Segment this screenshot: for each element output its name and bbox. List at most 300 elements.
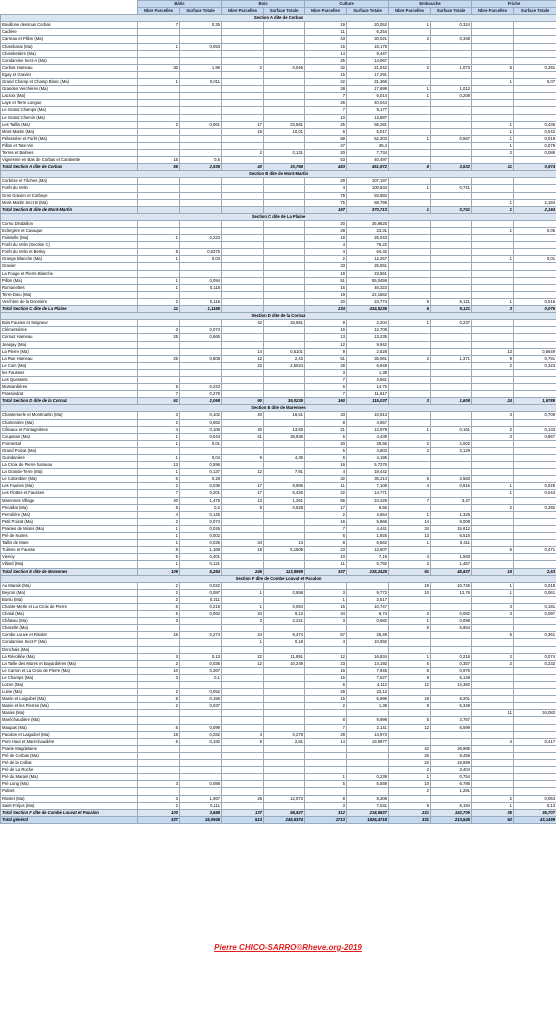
table-cell <box>389 384 431 391</box>
table-cell <box>389 242 431 249</box>
table-cell <box>222 185 264 192</box>
table-cell: 2 <box>138 419 180 426</box>
table-cell <box>514 36 556 43</box>
table-cell: 22 <box>222 653 264 660</box>
table-cell: 7 <box>305 93 347 100</box>
table-cell: 5 <box>138 504 180 511</box>
table-cell: 1 <box>138 433 180 440</box>
table-cell <box>431 639 472 646</box>
header-sub: Surface Totale <box>431 8 472 15</box>
table-cell: 0,528 <box>264 504 305 511</box>
table-cell <box>264 667 305 674</box>
table-cell: 28 <box>305 362 347 369</box>
table-cell <box>472 689 514 696</box>
table-cell: 2 <box>389 788 431 795</box>
table-cell: 12 <box>389 682 431 689</box>
table-cell: 0,05 <box>514 228 556 235</box>
table-cell: 25 <box>138 334 180 341</box>
table-cell <box>222 682 264 689</box>
table-row <box>1 320 556 327</box>
table-row <box>1 596 556 603</box>
table-cell: 235,2425 <box>347 568 389 575</box>
table-cell: 10 <box>389 589 431 596</box>
row-label: Donchais (Ma) <box>1 646 138 653</box>
table-cell: 0,044 <box>180 433 222 440</box>
table-cell: 4,35 <box>264 455 305 462</box>
table-cell: 1 <box>472 135 514 142</box>
table-cell: 0,137 <box>180 469 222 476</box>
table-cell <box>222 298 264 305</box>
table-cell: 34 <box>222 540 264 547</box>
table-cell <box>222 50 264 57</box>
table-cell <box>138 206 180 213</box>
table-cell: 6 <box>305 128 347 135</box>
header-sub: Nbre Parcelles <box>138 8 180 15</box>
table-cell: 24,429 <box>347 497 389 504</box>
table-cell: 2 <box>472 149 514 156</box>
section-title-row <box>1 213 556 220</box>
table-cell: 0,211 <box>180 596 222 603</box>
table-cell: 11 <box>472 164 514 171</box>
table-cell: 1713 <box>305 816 347 823</box>
table-cell: 0,282 <box>180 731 222 738</box>
table-cell: 43,1499 <box>514 816 556 823</box>
table-cell: 28 <box>305 228 347 235</box>
row-label: Terres et Balmes <box>1 149 138 156</box>
row-label: Gravier <box>1 263 138 270</box>
table-cell <box>222 36 264 43</box>
table-row <box>1 433 556 440</box>
row-label: Mont-Martin (Ma) <box>1 128 138 135</box>
table-cell: 0,1 <box>180 674 222 681</box>
table-cell: 91 <box>389 568 431 575</box>
table-cell: 2,184 <box>514 199 556 206</box>
table-cell: 12,257 <box>347 256 389 263</box>
table-cell <box>389 157 431 164</box>
header-sub: Surface Totale <box>264 8 305 15</box>
table-cell <box>347 646 389 653</box>
row-label: Pré Long (Ma) <box>1 781 138 788</box>
table-row <box>1 284 556 291</box>
table-cell: 2,5024 <box>264 362 305 369</box>
table-cell <box>472 667 514 674</box>
table-cell <box>264 511 305 518</box>
table-cell: 2,221 <box>264 618 305 625</box>
table-cell: 0,208 <box>431 93 472 100</box>
table-cell: 8,995 <box>264 483 305 490</box>
table-cell: 0,07 <box>514 79 556 86</box>
table-cell <box>389 270 431 277</box>
table-cell <box>514 731 556 738</box>
row-label: Pillon (Ma) <box>1 277 138 284</box>
table-row <box>1 703 556 710</box>
table-cell <box>180 178 222 185</box>
table-cell: 0,791 <box>514 355 556 362</box>
table-cell: 9,447 <box>347 50 389 57</box>
row-label: Guindanière <box>1 455 138 462</box>
table-cell <box>138 242 180 249</box>
table-cell: 61 <box>138 398 180 405</box>
table-cell: 18 <box>305 235 347 242</box>
row-label: Chante-Merle et La Croix de Pierre <box>1 603 138 610</box>
table-cell <box>138 263 180 270</box>
table-cell <box>138 100 180 107</box>
table-cell <box>472 93 514 100</box>
table-cell <box>472 752 514 759</box>
table-cell <box>389 199 431 206</box>
table-cell <box>264 760 305 767</box>
table-row <box>1 50 556 57</box>
table-cell <box>222 43 264 50</box>
table-cell: 12,979 <box>347 426 389 433</box>
table-cell: 2 <box>472 504 514 511</box>
table-cell <box>264 29 305 36</box>
table-cell <box>180 263 222 270</box>
table-cell: 8 <box>389 703 431 710</box>
table-cell: 0,086 <box>514 149 556 156</box>
table-cell <box>138 362 180 369</box>
row-label: Marais (Ma) <box>1 710 138 717</box>
table-cell <box>222 703 264 710</box>
table-cell: 11 <box>305 561 347 568</box>
table-cell <box>472 533 514 540</box>
table-cell <box>431 149 472 156</box>
table-cell: 10,01 <box>264 128 305 135</box>
table-cell <box>389 192 431 199</box>
table-cell: 9,13 <box>264 611 305 618</box>
table-cell: 33,581 <box>264 320 305 327</box>
table-cell: 1 <box>472 582 514 589</box>
table-cell <box>472 511 514 518</box>
table-row <box>1 79 556 86</box>
table-cell: 2 <box>305 703 347 710</box>
table-cell <box>264 284 305 291</box>
table-cell: 17 <box>222 483 264 490</box>
table-cell: 5 <box>138 249 180 256</box>
table-row <box>1 291 556 298</box>
row-label: Risolet (Ma) <box>1 795 138 802</box>
table-cell <box>138 376 180 383</box>
table-cell: 19 <box>389 582 431 589</box>
table-cell: 5,866 <box>347 518 389 525</box>
table-row <box>1 483 556 490</box>
table-cell: 4 <box>305 469 347 476</box>
table-cell <box>514 327 556 334</box>
table-cell: 1 <box>305 596 347 603</box>
table-row <box>1 547 556 554</box>
table-cell: 14,192 <box>347 660 389 667</box>
table-cell <box>389 469 431 476</box>
table-cell: 2,517 <box>347 596 389 603</box>
table-cell <box>180 710 222 717</box>
table-cell: 3 <box>472 306 514 313</box>
table-cell: 3 <box>138 674 180 681</box>
table-row <box>1 263 556 270</box>
row-label: Chambarat (Ma) <box>1 43 138 50</box>
table-cell <box>431 107 472 114</box>
table-cell <box>222 93 264 100</box>
table-cell <box>514 334 556 341</box>
table-cell: 2 <box>389 64 431 71</box>
table-cell: 10 <box>305 554 347 561</box>
table-cell <box>222 306 264 313</box>
row-label: Pont Haut et Maréchaudière <box>1 738 138 745</box>
table-cell: 3 <box>138 327 180 334</box>
table-cell <box>514 107 556 114</box>
table-cell <box>472 625 514 632</box>
table-cell <box>180 639 222 646</box>
table-cell <box>180 185 222 192</box>
table-cell <box>264 476 305 483</box>
table-cell: 10,249 <box>264 660 305 667</box>
table-cell: 5 <box>389 802 431 809</box>
table-cell <box>222 235 264 242</box>
table-cell: 0,074 <box>180 327 222 334</box>
table-cell <box>472 476 514 483</box>
table-cell <box>222 802 264 809</box>
table-cell <box>222 256 264 263</box>
row-label: Verchère de la Donnière <box>1 298 138 305</box>
table-cell: 2 <box>138 589 180 596</box>
table-cell <box>264 518 305 525</box>
table-cell <box>431 114 472 121</box>
table-cell <box>264 306 305 313</box>
row-label: Manin et les Pierres (Ma) <box>1 703 138 710</box>
table-cell <box>264 419 305 426</box>
table-cell: 0,079 <box>514 142 556 149</box>
table-cell: 0,026 <box>180 525 222 532</box>
table-row <box>1 142 556 149</box>
row-label: Condamine Sect-F (Ma) <box>1 639 138 646</box>
table-cell: 17 <box>222 121 264 128</box>
table-cell: 0,025 <box>514 483 556 490</box>
row-label: Perrolière (Ma) <box>1 511 138 518</box>
table-cell <box>305 582 347 589</box>
table-cell <box>222 79 264 86</box>
row-label: Les Taillis (Ma) <box>1 121 138 128</box>
table-cell <box>305 767 347 774</box>
table-row <box>1 611 556 618</box>
table-cell <box>514 447 556 454</box>
row-label: Chartonière (Ma) <box>1 419 138 426</box>
table-row <box>1 391 556 398</box>
table-cell <box>222 724 264 731</box>
table-cell <box>264 199 305 206</box>
table-cell: 12,709 <box>347 327 389 334</box>
row-label: Prassindrat <box>1 391 138 398</box>
table-cell: 1 <box>472 79 514 86</box>
table-cell <box>347 788 389 795</box>
table-row <box>1 185 556 192</box>
table-cell: 2 <box>305 511 347 518</box>
table-cell: 187 <box>305 206 347 213</box>
table-cell <box>514 50 556 57</box>
table-cell <box>431 291 472 298</box>
table-cell <box>305 745 347 752</box>
table-row <box>1 540 556 547</box>
table-cell: 0,035 <box>180 540 222 547</box>
table-cell <box>472 745 514 752</box>
table-cell <box>514 93 556 100</box>
table-cell <box>264 100 305 107</box>
table-cell: 51 <box>305 355 347 362</box>
table-cell: 1 <box>222 589 264 596</box>
table-cell: 2 <box>389 447 431 454</box>
table-cell: 6 <box>389 306 431 313</box>
table-row <box>1 653 556 660</box>
table-cell <box>264 369 305 376</box>
table-cell: 47 <box>305 142 347 149</box>
table-cell: 1 <box>138 235 180 242</box>
table-cell <box>180 107 222 114</box>
table-cell: 0,01 <box>180 440 222 447</box>
table-cell <box>264 696 305 703</box>
table-cell <box>305 760 347 767</box>
table-cell: 4 <box>305 185 347 192</box>
table-cell <box>264 682 305 689</box>
table-cell: 13,607 <box>347 547 389 554</box>
table-cell <box>138 682 180 689</box>
table-cell <box>472 618 514 625</box>
table-cell <box>431 419 472 426</box>
table-row <box>1 256 556 263</box>
table-cell: 6,599 <box>431 724 472 731</box>
table-cell <box>389 149 431 156</box>
table-cell: 0,01 <box>514 256 556 263</box>
header-sub: Nbre Parcelles <box>305 8 347 15</box>
table-cell <box>472 781 514 788</box>
table-cell: 1 <box>138 440 180 447</box>
table-cell: 6,996 <box>347 696 389 703</box>
table-cell: 1 <box>305 774 347 781</box>
table-cell <box>514 596 556 603</box>
table-cell: 9,121 <box>431 306 472 313</box>
row-label: Total Section D dite de la Cornaz <box>1 398 138 405</box>
table-cell <box>180 745 222 752</box>
table-cell: 12 <box>222 469 264 476</box>
table-cell: 100,834 <box>347 185 389 192</box>
table-cell: 32 <box>305 476 347 483</box>
table-cell: 0,5 <box>180 157 222 164</box>
table-cell: 234 <box>305 306 347 313</box>
table-cell: 35,9625 <box>347 220 389 227</box>
table-cell: 2 <box>138 483 180 490</box>
table-cell: 12 <box>222 355 264 362</box>
table-cell <box>514 369 556 376</box>
header-sub: Nbre Parcelles <box>472 8 514 15</box>
table-cell <box>389 547 431 554</box>
table-cell: 0,411 <box>431 540 472 547</box>
table-cell: 2 <box>472 795 514 802</box>
table-cell <box>389 632 431 639</box>
header-sub: Nbre Parcelles <box>222 8 264 15</box>
table-cell <box>514 114 556 121</box>
table-cell: 0,267 <box>180 667 222 674</box>
table-cell: 52,303 <box>347 135 389 142</box>
table-row <box>1 674 556 681</box>
table-cell <box>472 554 514 561</box>
table-cell: 23,12 <box>347 689 389 696</box>
table-cell: 0,156 <box>180 696 222 703</box>
table-row <box>1 157 556 164</box>
table-cell <box>389 419 431 426</box>
watermark: Pierre CHICO-SARRO©Rheve.org-2019 <box>214 943 362 952</box>
table-cell: 0,094 <box>180 277 222 284</box>
table-cell <box>264 802 305 809</box>
table-cell: 7,945 <box>347 667 389 674</box>
table-cell: 9,999 <box>347 717 389 724</box>
table-cell <box>138 93 180 100</box>
table-cell: 9 <box>305 348 347 355</box>
table-cell: 51 <box>305 277 347 284</box>
table-cell <box>138 320 180 327</box>
table-cell: 6 <box>389 625 431 632</box>
row-label: La Rue Hameau <box>1 355 138 362</box>
row-label: Le Grand Champs (Ma) <box>1 107 138 114</box>
table-cell: 4 <box>305 242 347 249</box>
row-label: Eclergère et Cavaque <box>1 228 138 235</box>
row-label: Luine (Ma) <box>1 689 138 696</box>
table-cell: 2 <box>138 703 180 710</box>
table-cell <box>514 533 556 540</box>
table-cell: 3 <box>138 412 180 419</box>
table-cell: 5 <box>305 447 347 454</box>
table-cell: 53 <box>305 157 347 164</box>
row-label: Total Section B dite de Mont-Martin <box>1 206 138 213</box>
table-cell: 2 <box>389 36 431 43</box>
table-cell <box>222 341 264 348</box>
table-cell <box>431 462 472 469</box>
table-cell <box>138 752 180 759</box>
row-label: Prairie Magdelaine <box>1 745 138 752</box>
table-cell <box>514 717 556 724</box>
table-row <box>1 71 556 78</box>
table-cell: 1 <box>138 533 180 540</box>
table-cell: 20 <box>305 220 347 227</box>
table-cell <box>264 228 305 235</box>
table-cell: 19,6977 <box>347 738 389 745</box>
table-cell <box>389 128 431 135</box>
table-cell: 10,747 <box>347 603 389 610</box>
table-row <box>1 36 556 43</box>
table-cell: 3 <box>472 412 514 419</box>
table-cell: 4,112 <box>347 682 389 689</box>
table-cell <box>514 419 556 426</box>
table-cell <box>180 100 222 107</box>
table-cell: 9,942 <box>347 341 389 348</box>
table-cell <box>222 71 264 78</box>
table-cell: 0,974 <box>514 164 556 171</box>
table-cell <box>472 43 514 50</box>
table-cell: 1 <box>472 228 514 235</box>
header-sub: Surface Totale <box>514 8 556 15</box>
table-cell <box>514 752 556 759</box>
table-cell: 13 <box>264 540 305 547</box>
table-cell <box>180 128 222 135</box>
table-cell <box>264 582 305 589</box>
table-cell <box>431 603 472 610</box>
table-cell: 2,81 <box>264 738 305 745</box>
table-cell: 7 <box>305 724 347 731</box>
table-row <box>1 384 556 391</box>
table-cell: 16 <box>305 462 347 469</box>
table-cell <box>389 29 431 36</box>
table-cell: 4,603 <box>347 447 389 454</box>
table-cell: 0,279 <box>180 391 222 398</box>
table-cell: 0,098 <box>431 618 472 625</box>
header-sub: Surface Totale <box>180 8 222 15</box>
table-cell <box>180 760 222 767</box>
